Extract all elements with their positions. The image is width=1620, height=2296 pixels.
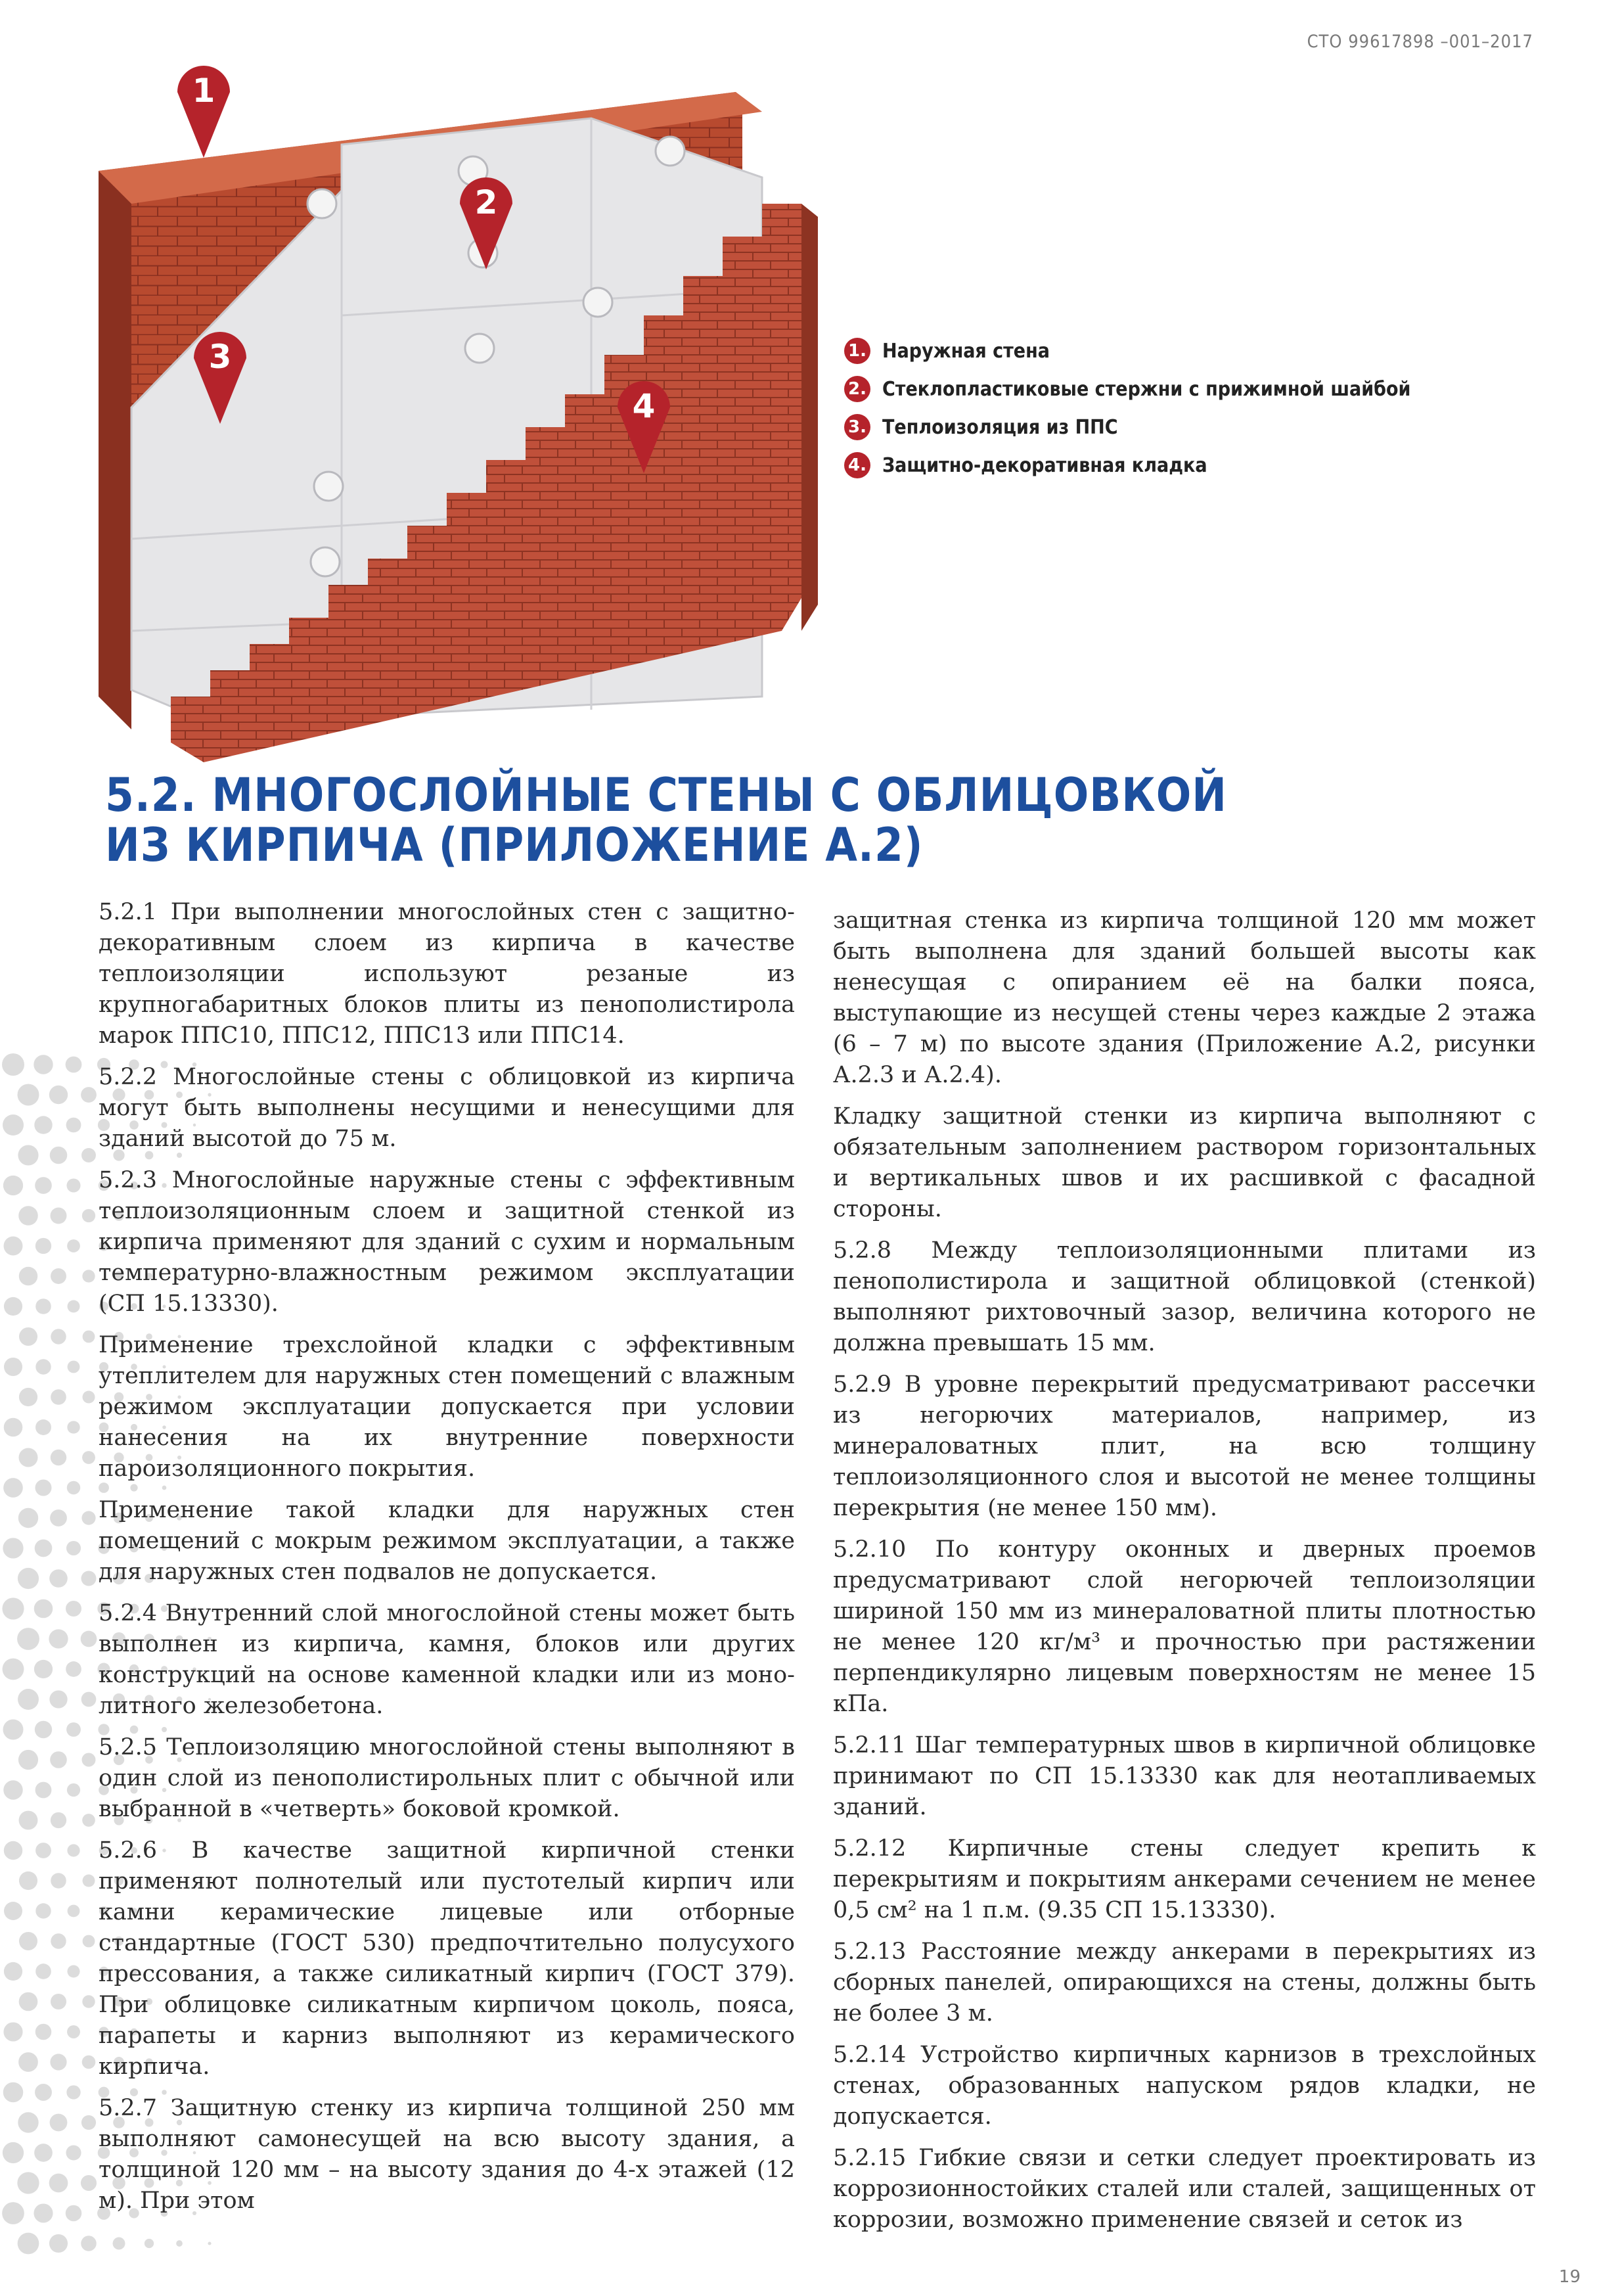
- decorative-dot: [66, 1178, 80, 1192]
- decorative-dot: [34, 1055, 53, 1074]
- marker-4-label: 4: [632, 387, 656, 425]
- decorative-dot: [67, 1783, 80, 1797]
- decorative-dot: [35, 1479, 51, 1496]
- decorative-dot: [18, 1750, 38, 1770]
- paragraph: Применение такой кладки для наружных стен помещений с мокрым режимом эксплуатации, а также для наружных стен подвалов не допускается.: [99, 1497, 795, 1585]
- decorative-dot: [35, 1419, 51, 1435]
- document-code: СТО 99617898 –001–2017: [1307, 32, 1533, 52]
- decorative-dot: [66, 1118, 81, 1133]
- decorative-dot: [18, 1689, 39, 1710]
- decorative-dot: [51, 1450, 66, 1465]
- decorative-dot: [35, 1238, 51, 1254]
- paragraph: 5.2.6 В качестве защитной кирпичной стенки применяют полнотелый или пустотелый кирпич или камни керамические лицевые или отборные стандартные (ГОСТ 530) предпочтительно полусухого прессования, а также силикатный кирпич (ГОСТ 379). При облицовке силикатным кирпичом цоколь, пояса, парапеты и карниз выполняют из керамического кирпича.: [99, 1837, 795, 2080]
- decorative-dot: [66, 1661, 81, 1677]
- decorative-dot: [4, 1962, 22, 1981]
- legend-number: 1.: [844, 338, 870, 364]
- decorative-dot: [2, 2202, 24, 2224]
- decorative-dot: [18, 1206, 38, 1226]
- decorative-dot: [49, 2174, 68, 2193]
- decorative-dot: [82, 1270, 95, 1282]
- decorative-dot: [3, 1114, 24, 1136]
- decorative-dot: [4, 1841, 22, 1860]
- decorative-dot: [49, 1569, 68, 1588]
- decorative-dot: [208, 2241, 211, 2245]
- decorative-dot: [51, 1268, 66, 1284]
- decorative-dot: [67, 1844, 79, 1856]
- decorative-dot: [81, 1148, 96, 1162]
- wall-layers-illustration: [79, 39, 828, 769]
- paragraph: 5.2.9 В уровне перекрытий предусматривают рассечки из негорючих материалов, например, из минераловатных плит, на всю толщину теплоизоляционного слоя и высотой не менее толщины перекрытия (не менее 150 мм).: [833, 1371, 1536, 1521]
- decorative-dot: [4, 1237, 23, 1256]
- decorative-dot: [3, 1780, 22, 1799]
- decorative-dot: [51, 1994, 66, 2009]
- text-column-right: [833, 906, 1536, 2246]
- decorative-dot: [4, 1902, 22, 1920]
- decorative-dot: [34, 1660, 53, 1678]
- decorative-dot: [66, 1722, 81, 1737]
- paragraph: 5.2.11 Шаг температурных швов в кирпичной облицовке принимают по СП 15.13330 как для неотапливаемых зданий.: [833, 1732, 1536, 1820]
- decorative-dot: [68, 1300, 80, 1313]
- legend-number: 4.: [844, 452, 870, 478]
- paragraph: 5.2.12 Кирпичные стены следует крепить к перекрытиям и покрытиям анкерами сечением не менее 0,5 см² на 1 п.м. (9.35 СП 15.13330).: [833, 1835, 1536, 1923]
- decorative-dot: [18, 1508, 38, 1528]
- decorative-dot: [50, 2114, 68, 2132]
- decorative-dot: [19, 1932, 37, 1950]
- marker-3-label: 3: [208, 338, 232, 376]
- decorative-dot: [3, 1176, 23, 1195]
- decorative-dot: [50, 2054, 66, 2070]
- paragraph: 5.2.7 Защитную стенку из кирпича толщиной 250 мм выполняют самонесущей на всю высоту здания, а толщиной 120 мм – на высоту здания до 4-х этажей (12 м). При этом: [99, 2095, 795, 2214]
- legend-label: Теплоизоляция из ППС: [882, 415, 1118, 439]
- paragraph: 5.2.1 При выполнении многослойных стен с защитно-декоративным слоем из кирпича в качестве теплоизоляции используют резаные из крупногабаритных блоков плиты из пенополистирола марок ППС10, ППС12, ППС13 или ППС14.: [99, 899, 795, 1049]
- decorative-dot: [51, 1329, 66, 1344]
- decorative-dot: [35, 1540, 53, 1557]
- decorative-dot: [50, 1751, 67, 1768]
- decorative-dot: [66, 2145, 81, 2160]
- legend-number: 2.: [844, 376, 870, 402]
- paragraph: 5.2.3 Многослойные наружные стены с эффективным теплоизоляционным слоем и защитной стенкой из кирпича применяют для зданий с сухим и нормальным температурно-влажностным режимом эксплуатации (СП 15.13330).: [99, 1167, 795, 1317]
- paragraph: 5.2.15 Гибкие связи и сетки следует проектировать из коррозионностойких сталей или сталей, защищенных от коррозии, возможно применение связей и сеток из: [833, 2145, 1536, 2233]
- decorative-dot: [81, 1511, 95, 1525]
- decorative-dot: [83, 1935, 95, 1948]
- paragraph: 5.2.2 Многослойные стены с облицовкой из кирпича могут быть выполнены несущими и ненесущими для зданий высотой до 75 м.: [99, 1064, 795, 1152]
- decorative-dot: [19, 1811, 38, 1830]
- decorative-dot: [81, 1087, 97, 1103]
- decorative-dot: [2, 1597, 24, 1619]
- decorative-dot: [19, 1388, 37, 1406]
- decorative-dot: [51, 1389, 66, 1405]
- legend-item: [844, 446, 1410, 484]
- paragraph: 5.2.4 Внутренний слой многослойной стены может быть выполнен из кирпича, камня, блоков или других конструкций на основе каменной кладки или из моно-литного железобетона.: [99, 1600, 795, 1719]
- decorative-dot: [4, 1418, 23, 1437]
- paragraph: 5.2.13 Расстояние между анкерами в перекрытиях из сборных панелей, опирающихся на стены, должны быть не более 3 м.: [833, 1939, 1536, 2027]
- decorative-dot: [176, 2240, 183, 2247]
- decorative-dot: [81, 2175, 97, 2191]
- decorative-dot: [34, 1599, 53, 1619]
- decorative-dot: [82, 1209, 95, 1222]
- figure-legend: [844, 332, 1410, 484]
- decorative-dot: [34, 1116, 52, 1134]
- legend-item: [844, 332, 1410, 370]
- decorative-dot: [2, 1053, 24, 1076]
- decorative-dot: [35, 1843, 51, 1858]
- decorative-dot: [81, 1692, 97, 1707]
- legend-item: [844, 370, 1410, 408]
- decorative-dot: [67, 1965, 79, 1977]
- decorative-dot: [17, 2172, 39, 2193]
- decorative-dot: [18, 1448, 37, 1467]
- legend-item: [844, 408, 1410, 446]
- decorative-dot: [19, 1267, 37, 1285]
- marker-2-label: 2: [474, 183, 498, 221]
- decorative-dot: [19, 1871, 37, 1890]
- section-title-line-2: ИЗ КИРПИЧА (ПРИЛОЖЕНИЕ А.2): [105, 818, 924, 872]
- decorative-dot: [35, 1782, 52, 1799]
- decorative-dot: [145, 2239, 154, 2248]
- decorative-dot: [82, 1814, 95, 1827]
- decorative-dot: [3, 2022, 22, 2041]
- decorative-dot: [35, 1359, 51, 1374]
- decorative-dot: [18, 2233, 39, 2255]
- decorative-dot: [35, 1963, 51, 1979]
- section-title: [105, 770, 1227, 870]
- legend-label: Защитно-декоративная кладка: [882, 453, 1207, 477]
- legend-label: Стеклопластиковые стержни с прижимной шайбой: [882, 377, 1411, 401]
- decorative-dot: [34, 2144, 53, 2162]
- decorative-dot: [4, 1297, 22, 1316]
- decorative-dot: [19, 1992, 38, 2011]
- decorative-dot: [82, 1753, 96, 1767]
- decorative-dot: [18, 1568, 39, 1589]
- decorative-dot: [35, 1903, 51, 1918]
- decorative-dot: [67, 1239, 80, 1252]
- decorative-dot: [3, 1659, 24, 1680]
- decorative-dot: [51, 1933, 66, 1948]
- decorative-dot: [4, 1358, 22, 1376]
- decorative-dot: [67, 1481, 80, 1494]
- decorative-dot: [35, 1177, 52, 1194]
- page-number: 19: [1558, 2267, 1581, 2287]
- decorative-dot: [83, 1331, 95, 1343]
- decorative-dot: [81, 1571, 97, 1586]
- decorative-dot: [81, 2115, 96, 2130]
- decorative-dot: [18, 2052, 38, 2072]
- decorative-dot: [18, 2112, 38, 2132]
- decorative-dot: [113, 2238, 125, 2250]
- paragraph: Применение трехслойной кладки с эффективным утеплителем для наружных стен помещений с влажным режимом эксплуатации допускается при условии нанесения на их внутренние поверхности пароизоляционного покрытия.: [99, 1332, 795, 1482]
- decorative-dot: [49, 1629, 68, 1648]
- decorative-dot: [3, 1538, 23, 1558]
- decorative-dot: [82, 1390, 95, 1403]
- paragraph: Кладку защитной стенки из кирпича выполняют с обязательным заполнением раствором горизонтальных и вертикальных швов и их расшивкой с фасадной стороны.: [833, 1103, 1536, 1222]
- decorative-dot: [66, 1541, 81, 1555]
- decorative-dot: [83, 1875, 95, 1887]
- decorative-dot: [50, 1509, 67, 1527]
- decorative-dot: [18, 1145, 38, 1165]
- decorative-dot: [66, 1057, 82, 1073]
- legend-number: 3.: [844, 414, 870, 440]
- decorative-dot: [67, 1421, 79, 1433]
- paragraph: защитная стенка из кирпича толщиной 120 мм может быть выполнена для зданий большей высоты как ненесущая с опиранием её на балки пояса, выступающие из несущей стены через каждые 2 этажа (6 – 7 м) по высоте здания (Приложение А.2, рисунки А.2.3 и А.2.4).: [833, 907, 1536, 1088]
- decorative-dot: [35, 1721, 52, 1738]
- decorative-dot: [68, 1905, 80, 1917]
- paragraph: 5.2.10 По контуру оконных и дверных проемов предусматривают слой негорючей теплоизоляции шириной 150 мм из минераловатной плиты плотностью не менее 120 кг/м³ и прочностью при растяжении перпендикулярно лицевым поверхностям не менее 15 кПа.: [833, 1536, 1536, 1717]
- decorative-dot: [3, 1720, 24, 1740]
- legend-label: Наружная стена: [882, 339, 1050, 363]
- text-column-left: [99, 897, 795, 2227]
- decorative-dot: [67, 2025, 80, 2038]
- decorative-dot: [35, 1298, 51, 1314]
- decorative-dot: [19, 1327, 37, 1346]
- paragraph: 5.2.14 Устройство кирпичных карнизов в трехслойных стенах, образованных напуском рядов кладки, не допускается.: [833, 2042, 1536, 2130]
- decorative-dot: [68, 1361, 80, 1373]
- decorative-dot: [3, 2142, 24, 2163]
- decorative-dot: [35, 2024, 52, 2040]
- decorative-dot: [66, 2085, 80, 2099]
- decorative-dot: [3, 1478, 23, 1498]
- decorative-dot: [51, 1812, 66, 1828]
- section-title-line-1: 5.2. МНОГОСЛОЙНЫЕ СТЕНЫ С ОБЛИЦОВКОЙ: [105, 768, 1227, 822]
- decorative-dot: [81, 2236, 97, 2251]
- decorative-dot: [82, 2055, 96, 2069]
- decorative-dot: [49, 2234, 68, 2253]
- decorative-dot: [17, 1084, 39, 1105]
- decorative-dot: [51, 1208, 67, 1224]
- decorative-dot: [49, 1086, 68, 1104]
- paragraph: 5.2.5 Теплоизоляцию многослойной стены выполняют в один слой из пенополистирольных плит с обычной или выбранной в «четверть» боковой кромкой.: [99, 1734, 795, 1822]
- decorative-dot: [50, 1147, 68, 1164]
- decorative-dot: [17, 1628, 39, 1650]
- decorative-dot: [82, 1451, 95, 1464]
- decorative-dot: [51, 1873, 66, 1889]
- decorative-dot: [82, 1995, 95, 2008]
- decorative-dot: [3, 2082, 24, 2103]
- marker-1: [177, 39, 230, 158]
- marker-1-label: 1: [192, 72, 215, 110]
- decorative-dot: [49, 1690, 67, 1708]
- decorative-dot: [66, 1601, 81, 1617]
- decorative-dot: [35, 2084, 52, 2101]
- decorative-dot: [81, 1631, 97, 1647]
- paragraph: 5.2.8 Между теплоизоляционными плитами из пенополистирола и защитной облицовкой (стенкой) выполняют рихтовочный зазор, величина которого не должна превышать 15 мм.: [833, 1237, 1536, 1356]
- decorative-dot: [66, 2205, 81, 2221]
- decorative-dot: [34, 2203, 53, 2222]
